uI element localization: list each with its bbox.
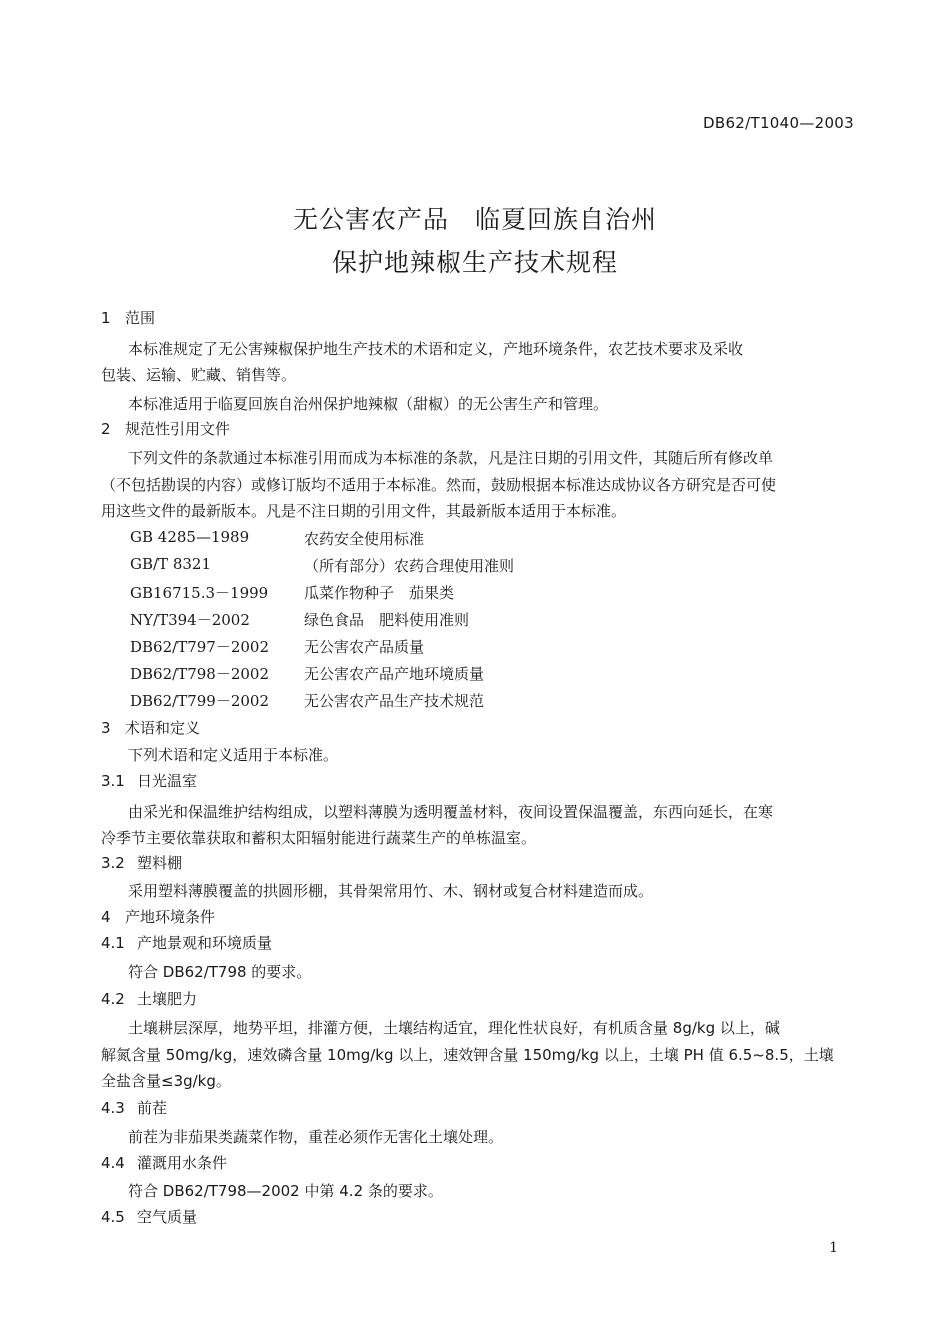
paragraph: 符合 DB62/T798—2002 中第 4.2 条的要求。 [128,1182,443,1200]
document-title-line2: 保护地辣椒生产技术规程 [331,248,618,277]
reference-code: DB62/T799－2002 [130,692,269,710]
section-title: 日光温室 [137,772,198,790]
reference-code: GB16715.3－1999 [130,584,269,602]
section-number: 4 [101,908,111,926]
section-4-heading [101,906,215,927]
paragraph: 由采光和保温维护结构组成，以塑料薄膜为透明覆盖材料，夜间设置保温覆盖，东西向延长，在寒 [128,803,774,821]
section-number: 2 [101,420,111,438]
section-number: 4.1 [101,934,125,952]
section-2-heading [101,418,230,439]
paragraph: 下列文件的条款通过本标准引用而成为本标准的条款，凡是注日期的引用文件，其随后所有修改单 [128,449,774,467]
paragraph: 本标准适用于临夏回族自治州保护地辣椒（甜椒）的无公害生产和管理。 [128,395,609,413]
section-number: 3.2 [101,854,125,872]
section-3-1-heading [101,770,197,791]
section-number: 3.1 [101,772,125,790]
reference-name: 无公害农产品质量 [304,638,425,656]
reference-code: DB62/T798－2002 [130,665,269,683]
reference-name: 瓜菜作物种子 茄果类 [304,584,455,602]
section-title: 灌溉用水条件 [137,1154,228,1172]
section-1-heading [101,307,155,328]
paragraph: 本标准规定了无公害辣椒保护地生产技术的术语和定义，产地环境条件，农艺技术要求及采收 [128,340,744,358]
section-number: 4.4 [101,1154,125,1172]
page-number: 1 [829,1240,838,1256]
section-title: 土壤肥力 [137,990,198,1008]
section-3-heading [101,717,200,738]
paragraph: 全盐含量≤3g/kg。 [101,1072,231,1090]
section-number: 1 [101,309,111,327]
section-number: 4.2 [101,990,125,1008]
paragraph: 解氮含量 50mg/kg，速效磷含量 10mg/kg 以上，速效钾含量 150mg/kg 以上，土壤 PH 值 6.5~8.5，土壤 [101,1046,834,1064]
section-4-2-heading [101,988,197,1009]
standard-code: DB62/T1040—2003 [703,114,854,132]
paragraph: 下列术语和定义适用于本标准。 [128,746,339,764]
section-title: 规范性引用文件 [125,420,231,438]
reference-code: GB/T 8321 [130,555,212,573]
section-title: 塑料棚 [137,854,183,872]
section-title: 产地景观和环境质量 [137,934,273,952]
paragraph: 用这些文件的最新版本。凡是不注日期的引用文件，其最新版本适用于本标准。 [101,502,627,520]
section-title: 范围 [125,309,156,327]
section-title: 产地环境条件 [125,908,216,926]
reference-name: （所有部分）农药合理使用准则 [304,557,515,575]
section-3-2-heading [101,852,182,873]
reference-name: 无公害农产品生产技术规范 [304,692,485,710]
section-number: 4.3 [101,1099,125,1117]
paragraph: 符合 DB62/T798 的要求。 [128,963,312,981]
paragraph: 采用塑料薄膜覆盖的拱圆形棚，其骨架常用竹、木、钢材或复合材料建造而成。 [128,882,654,900]
paragraph: （不包括勘误的内容）或修订版均不适用于本标准。然而，鼓励根据本标准达成协议各方研究是否可使 [101,476,777,494]
section-title: 空气质量 [137,1208,198,1226]
reference-name: 无公害农产品产地环境质量 [304,665,485,683]
section-number: 3 [101,719,111,737]
document-title-line1: 无公害农产品 临夏回族自治州 [292,205,657,234]
section-4-5-heading [101,1206,197,1227]
paragraph: 前茬为非茄果类蔬菜作物，重茬必须作无害化土壤处理。 [128,1128,504,1146]
paragraph: 包装、运输、贮藏、销售等。 [101,366,297,384]
reference-name: 农药安全使用标准 [304,530,425,548]
paragraph: 冷季节主要依靠获取和蓄积太阳辐射能进行蔬菜生产的单栋温室。 [101,829,537,847]
section-title: 术语和定义 [125,719,201,737]
section-4-1-heading [101,932,272,953]
reference-code: DB62/T797－2002 [130,638,269,656]
section-4-4-heading [101,1152,227,1173]
reference-name: 绿色食品 肥料使用准则 [304,611,470,629]
section-title: 前茬 [137,1099,168,1117]
reference-code: NY/T394－2002 [130,611,250,629]
paragraph: 土壤耕层深厚，地势平坦，排灌方便，土壤结构适宜，理化性状良好，有机质含量 8g/kg 以上，碱 [128,1019,780,1037]
section-4-3-heading [101,1097,167,1118]
reference-code: GB 4285—1989 [130,528,250,546]
section-number: 4.5 [101,1208,125,1226]
